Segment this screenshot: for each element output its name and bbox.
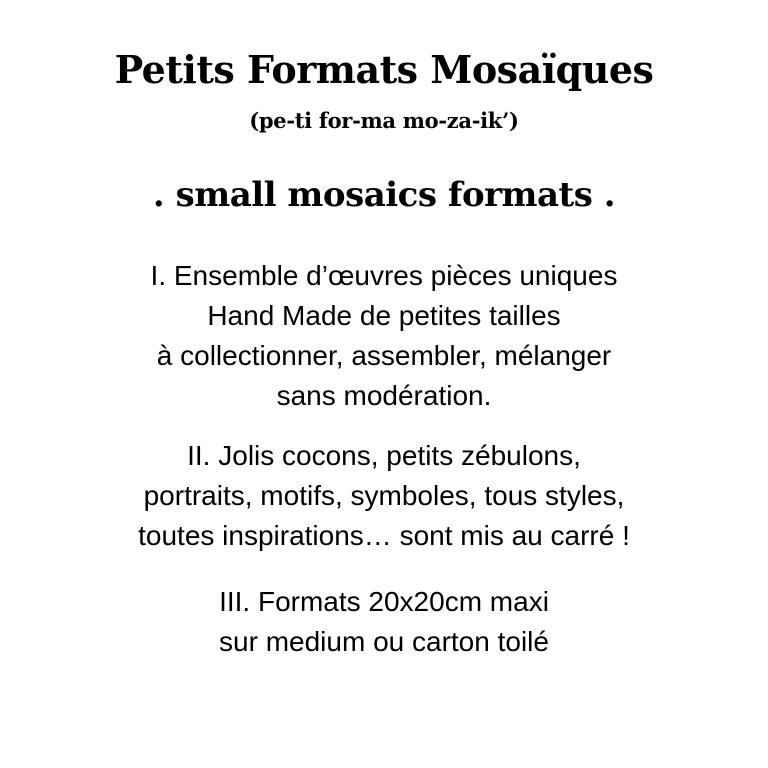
- section-1-line: Hand Made de petites tailles: [207, 300, 561, 331]
- subtitle: . small mosaics formats .: [152, 175, 616, 215]
- section-1-line: à collectionner, assembler, mélanger: [156, 340, 612, 371]
- section-2: [0, 436, 768, 556]
- section-1-line: I. Ensemble d’œuvres pièces uniques: [150, 260, 618, 291]
- section-3: [0, 582, 768, 662]
- page-title: Petits Formats Mosaïques: [114, 47, 654, 92]
- section-1: [0, 256, 768, 416]
- section-3-line: III. Formats 20x20cm maxi: [219, 586, 549, 617]
- pronunciation: (pe-ti for-ma mo-za-ik’): [249, 108, 519, 133]
- section-2-line: II. Jolis cocons, petits zébulons,: [187, 440, 581, 471]
- section-1-line: sans modération.: [276, 380, 492, 411]
- section-2-line: portraits, motifs, symboles, tous styles,: [143, 480, 625, 511]
- section-2-line: toutes inspirations… sont mis au carré !: [138, 520, 630, 551]
- section-3-line: sur medium ou carton toilé: [219, 626, 549, 657]
